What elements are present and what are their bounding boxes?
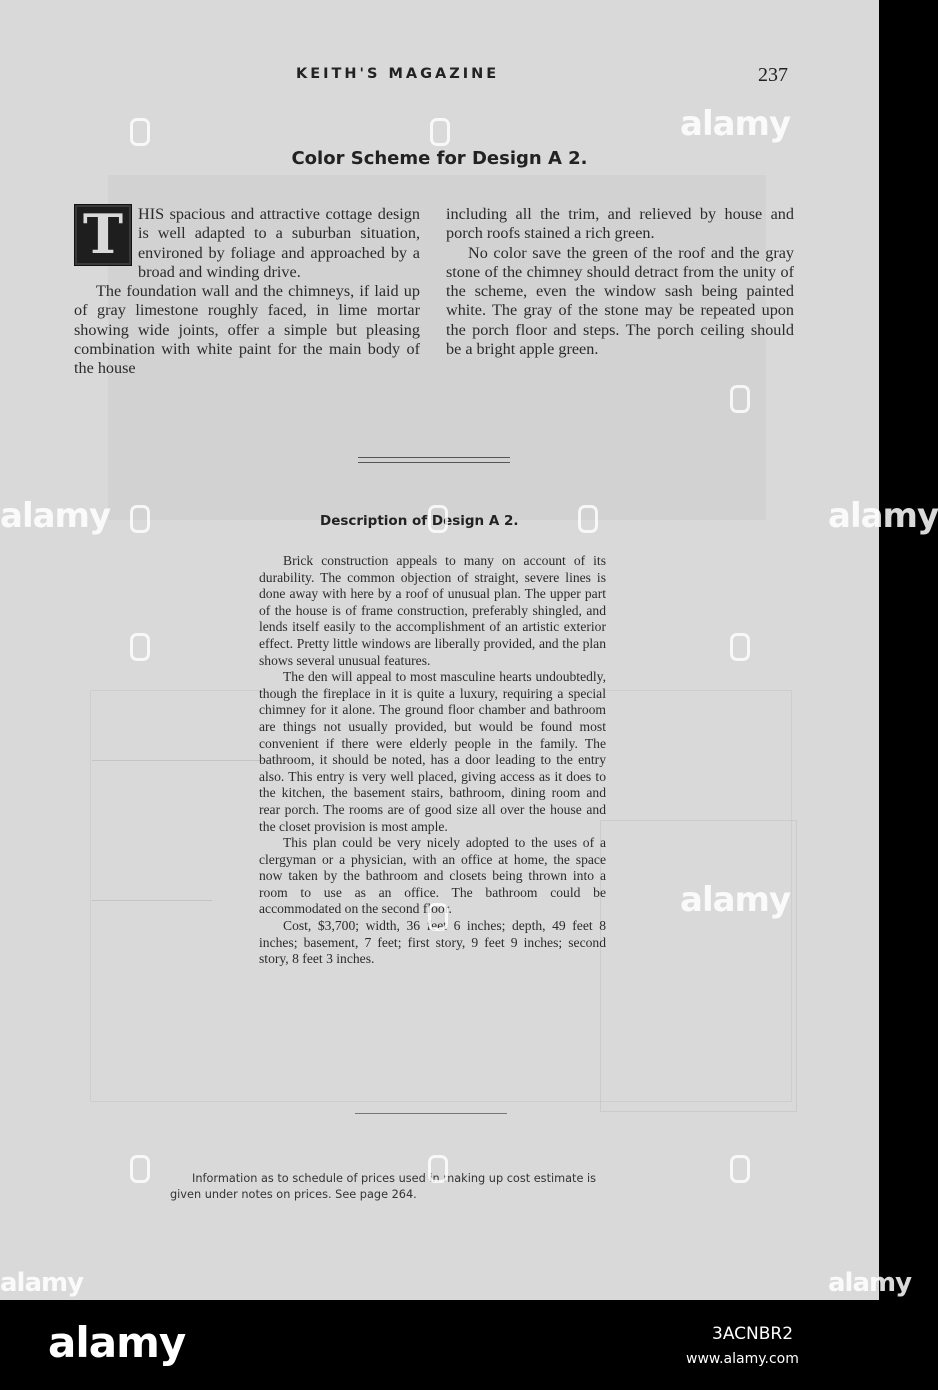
description-paragraph: The den will appeal to most masculine hearts undoubtedly, though the fireplace in it is quite a luxury, requiring a special chimney for it alone. The ground floor chamber and bathroom are things not usually provided, but would be found most convenient if there were elderly people in the family. The bathroom, it should be noted, has a door leading to the entry also. This entry is very well placed, giving access as it does to the kitchen, the basement stairs, bathroom, dining room and rear porch. The rooms are of good size all over the house and the closet provision is most ample.: [259, 669, 606, 834]
watermark-logo: alamy: [0, 1268, 84, 1298]
footnote-line: given under notes on prices. See page 264.: [170, 1187, 417, 1201]
section-divider: [358, 462, 510, 463]
article-paragraph: including all the trim, and relieved by house and porch roofs stained a rich green.: [446, 205, 794, 243]
watermark-mark: [428, 505, 448, 533]
article-paragraph: No color save the green of the roof and the gray stone of the chimney should detract from the unity of the scheme, even the window sash being painted white. The gray of the stone may be repeated upon the porch floor and steps. The porch ceiling should be a bright apple green.: [446, 243, 794, 359]
stock-url: www.alamy.com: [686, 1351, 799, 1367]
watermark-logo: alamy: [828, 496, 938, 536]
stock-logo: alamy: [48, 1318, 186, 1367]
watermark-mark: [130, 633, 150, 661]
description-paragraph: Cost, $3,700; width, 36 feet 6 inches; depth, 49 feet 8 inches; basement, 7 feet; first story, 9 feet 9 inches; second story, 8 feet 3 inches.: [259, 918, 606, 967]
watermark-mark: [428, 1155, 448, 1183]
image-id: 3ACNBR2: [712, 1324, 794, 1344]
section-divider: [358, 457, 510, 458]
article-paragraph: The foundation wall and the chimneys, if laid up of gray limestone roughly faced, in lime mortar showing wide joints, offer a simple but pleasing combination with white paint for the main body of the house: [74, 282, 420, 378]
watermark-mark: [578, 505, 598, 533]
watermark-mark: [730, 385, 750, 413]
watermark-mark: [428, 903, 448, 931]
drop-cap: T: [74, 204, 132, 266]
watermark-logo: alamy: [680, 104, 791, 144]
watermark-mark: [130, 505, 150, 533]
watermark-mark: [130, 1155, 150, 1183]
description-paragraph: This plan could be very nicely adopted to the uses of a clergyman or a physician, with an office at home, the space now taken by the bathroom and closets being thrown into a room to use as an office. The bathroom could be accommodated on the second floor.: [259, 835, 606, 917]
page-number: 237: [758, 64, 788, 86]
bleed-through-wall-line: [92, 900, 212, 901]
watermark-logo: alamy: [0, 496, 111, 536]
watermark-mark: [730, 633, 750, 661]
watermark-mark: [430, 118, 450, 146]
article-right-column: [446, 205, 794, 359]
watermark-mark: [130, 118, 150, 146]
article-left-column: [74, 202, 420, 379]
bleed-through-floor-plan-room: [600, 820, 797, 1112]
footnote-line: Information as to schedule of prices used in making up cost estimate is: [192, 1172, 597, 1185]
description-paragraph: Brick construction appeals to many on account of its durability. The common objection of straight, severe lines is done away with here by a roof of unusual plan. The upper part of the house is of frame construction, preferably shingled, and lends itself easily to the accomplishment of an artistic exterior effect. Pretty little windows are liberally provided, and the plan shows several unusual features.: [259, 553, 606, 668]
article-title: Color Scheme for Design A 2.: [291, 148, 588, 169]
description-title: Description of Design A 2.: [320, 513, 519, 529]
magazine-title: KEITH'S MAGAZINE: [296, 66, 500, 82]
watermark-logo: alamy: [680, 880, 791, 920]
section-divider: [355, 1113, 507, 1114]
watermark-mark: [730, 1155, 750, 1183]
watermark-logo: alamy: [828, 1268, 912, 1298]
article-paragraph: HIS spacious and attractive cottage design is well adapted to a suburban situation, environed by foliage and approached by a broad and winding drive.: [138, 205, 420, 281]
